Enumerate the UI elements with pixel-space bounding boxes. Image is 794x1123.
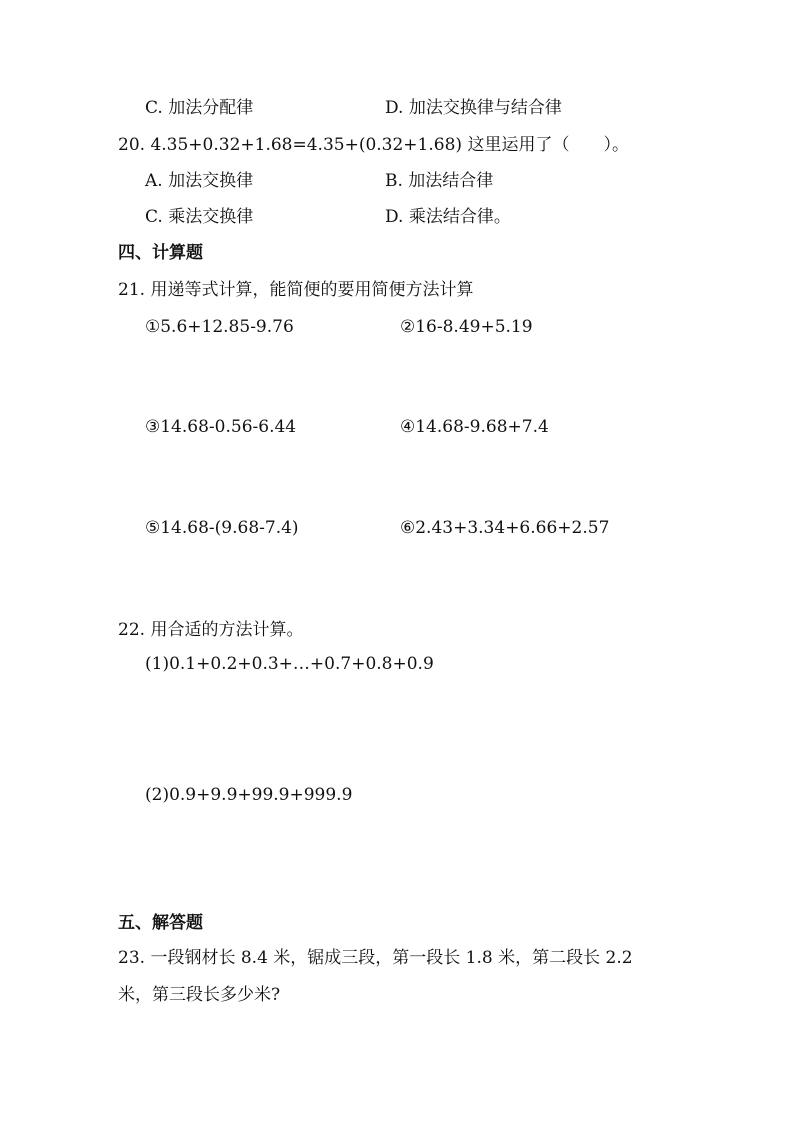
q21-item-2: ②16-8.49+5.19 xyxy=(400,317,533,337)
q21-item-4: ④14.68-9.68+7.4 xyxy=(400,417,549,437)
q22-item-2: (2)0.9+9.9+99.9+999.9 xyxy=(145,785,353,805)
q20-option-c: C. 乘法交换律 xyxy=(145,207,254,227)
q20-option-a: A. 加法交换律 xyxy=(145,171,254,191)
q20-stem: 20. 4.35+0.32+1.68=4.35+(0.32+1.68) 这里运用了（ ）。 xyxy=(118,135,629,155)
q23-line-2: 米，第三段长多少米? xyxy=(118,985,281,1005)
q19-option-d: D. 加法交换律与结合律 xyxy=(385,98,562,118)
q22-stem: 22. 用合适的方法计算。 xyxy=(118,620,304,640)
section-title-word-problems: 五、解答题 xyxy=(118,913,203,933)
q21-item-5: ⑤14.68-(9.68-7.4) xyxy=(145,518,299,538)
q19-option-c: C. 加法分配律 xyxy=(145,98,254,118)
q21-item-3: ③14.68-0.56-6.44 xyxy=(145,417,297,437)
q20-option-b: B. 加法结合律 xyxy=(385,171,494,191)
q21-stem: 21. 用递等式计算，能简便的要用简便方法计算 xyxy=(118,280,474,300)
q21-item-1: ①5.6+12.85-9.76 xyxy=(145,317,294,337)
q23-line-1: 23. 一段钢材长 8.4 米，锯成三段，第一段长 1.8 米，第二段长 2.2 xyxy=(118,948,633,968)
q21-item-6: ⑥2.43+3.34+6.66+2.57 xyxy=(400,518,610,538)
q22-item-1: (1)0.1+0.2+0.3+…+0.7+0.8+0.9 xyxy=(145,654,434,674)
section-title-calculation: 四、计算题 xyxy=(118,243,203,263)
q20-option-d: D. 乘法结合律。 xyxy=(385,207,511,227)
